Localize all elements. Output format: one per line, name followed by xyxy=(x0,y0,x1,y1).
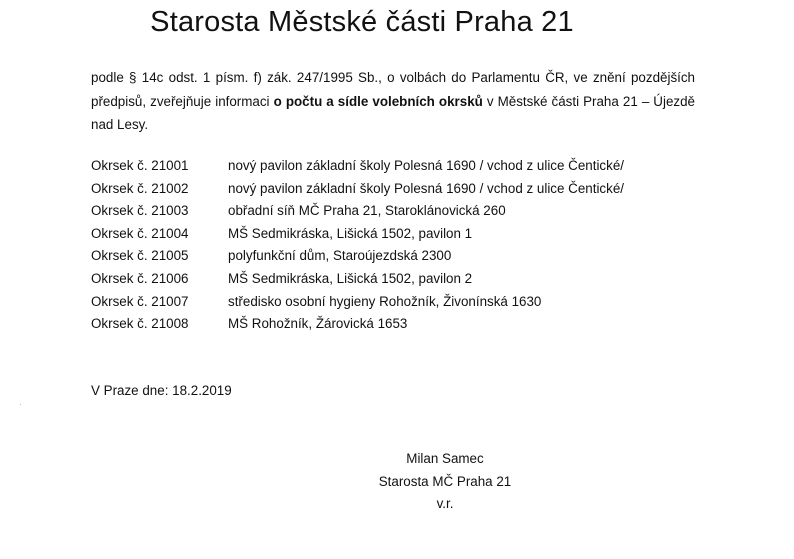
district-row xyxy=(91,245,731,268)
district-row xyxy=(91,155,731,178)
district-name: Okrsek č. 21002 xyxy=(91,180,189,196)
district-row xyxy=(91,291,731,314)
district-name: Okrsek č. 21001 xyxy=(91,158,189,173)
district-place: polyfunkční dům, Staroújezdská 2300 xyxy=(228,248,452,264)
district-name: Okrsek č. 21003 xyxy=(91,203,189,219)
signature-name: Milan Samec xyxy=(406,451,484,466)
district-row xyxy=(91,313,731,336)
district-name: Okrsek č. 21004 xyxy=(91,225,189,241)
signature-role: Starosta MČ Praha 21 xyxy=(378,473,512,489)
district-row xyxy=(91,178,731,201)
district-name: Okrsek č. 21006 xyxy=(91,270,189,286)
intro-text-end: v Městské části Praha 21 – Újezdě nad Lesy. xyxy=(91,93,695,132)
district-name: Okrsek č. 21008 xyxy=(91,316,189,332)
district-row xyxy=(91,223,731,246)
intro-paragraph xyxy=(91,66,695,137)
district-list xyxy=(91,155,731,336)
district-place: nový pavilon základní školy Polesná 1690 / vchod z ulice Čentické/ xyxy=(228,158,624,173)
district-name: Okrsek č. 21007 xyxy=(91,293,189,309)
district-place: MŠ Sedmikráska, Lišická 1502, pavilon 1 xyxy=(228,225,473,241)
signature-block xyxy=(350,448,540,516)
scan-speck xyxy=(20,404,21,405)
date-line: V Praze dne: 18.2.2019 xyxy=(91,383,232,398)
document-title: Starosta Městské části Praha 21 xyxy=(150,6,574,38)
district-name: Okrsek č. 21005 xyxy=(91,248,189,264)
intro-text-start: podle § 14c odst. 1 písm. f) zák. 247/1995 Sb., o volbách do Parlamentu ČR, ve znění pozdějších předpisů, zveřejňuje informaci xyxy=(91,70,695,109)
district-place: středisko osobní hygieny Rohožník, Živonínská 1630 xyxy=(228,293,542,309)
district-place: MŠ Rohožník, Žárovická 1653 xyxy=(228,316,408,332)
district-row xyxy=(91,200,731,223)
district-place: MŠ Sedmikráska, Lišická 1502, pavilon 2 xyxy=(228,270,473,286)
signature-note: v.r. xyxy=(436,496,454,511)
district-row xyxy=(91,268,731,291)
district-place: nový pavilon základní školy Polesná 1690 / vchod z ulice Čentické/ xyxy=(228,180,624,196)
intro-text-bold: o počtu a sídle volebních okrsků xyxy=(273,93,483,109)
district-place: obřadní síň MČ Praha 21, Staroklánovická 260 xyxy=(228,203,506,219)
